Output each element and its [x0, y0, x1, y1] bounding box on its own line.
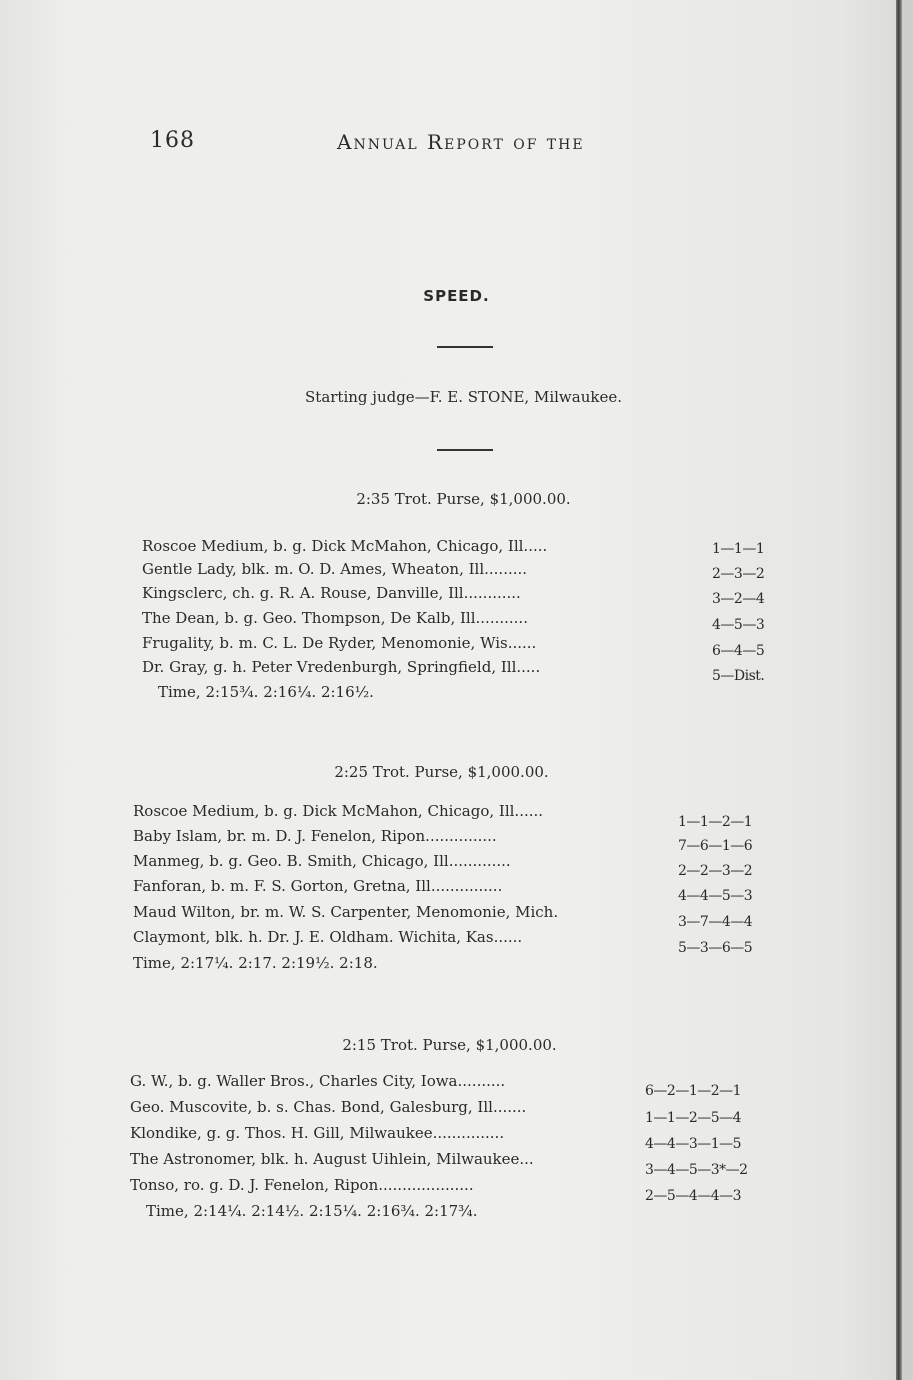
race-time: Time, 2:15¾. 2:16¼. 2:16½. — [158, 683, 374, 701]
heat-results: 2—5—4—4—3 — [645, 1188, 742, 1204]
race-entry: Dr. Gray, g. h. Peter Vredenburgh, Springfield, Ill..... — [142, 658, 541, 676]
race-entry: Roscoe Medium, b. g. Dick McMahon, Chicago, Ill..... — [142, 537, 548, 555]
heat-results: 2—3—2 — [712, 566, 765, 582]
heat-results: 1—1—1 — [712, 541, 765, 557]
heat-results: 3—4—5—3*—2 — [645, 1162, 748, 1178]
section-title: SPEED. — [423, 287, 490, 305]
running-title: Annual Report of the — [337, 130, 585, 154]
page-margin-strip — [902, 0, 913, 1380]
heat-results: 2—2—3—2 — [678, 863, 753, 879]
heat-results: 5—Dist. — [712, 668, 765, 684]
race-entry: Geo. Muscovite, b. s. Chas. Bond, Galesburg, Ill....... — [130, 1098, 527, 1116]
race-entry: Manmeg, b. g. Geo. B. Smith, Chicago, Ill............. — [133, 852, 511, 870]
race-entry: Fanforan, b. m. F. S. Gorton, Gretna, Ill............... — [133, 877, 503, 895]
page-number: 168 — [150, 128, 195, 153]
race-entry: Maud Wilton, br. m. W. S. Carpenter, Menomonie, Mich. — [133, 903, 559, 921]
heat-results: 1—1—2—5—4 — [645, 1110, 742, 1126]
race-entry: The Astronomer, blk. h. August Uihlein, Milwaukee... — [130, 1150, 534, 1168]
race-heading: 2:25 Trot. Purse, $1,000.00. — [334, 763, 549, 781]
race-time: Time, 2:14¼. 2:14½. 2:15¼. 2:16¾. 2:17¾. — [146, 1202, 478, 1220]
heat-results: 3—2—4 — [712, 591, 765, 607]
heat-results: 6—2—1—2—1 — [645, 1083, 742, 1099]
race-heading: 2:15 Trot. Purse, $1,000.00. — [342, 1036, 557, 1054]
race-entry: Frugality, b. m. C. L. De Ryder, Menomonie, Wis...... — [142, 634, 537, 652]
race-entry: Tonso, ro. g. D. J. Fenelon, Ripon.................... — [130, 1176, 474, 1194]
heat-results: 4—5—3 — [712, 617, 765, 633]
heat-results: 4—4—5—3 — [678, 888, 753, 904]
divider-rule — [437, 449, 493, 451]
race-entry: Kingsclerc, ch. g. R. A. Rouse, Danville, Ill............ — [142, 584, 521, 602]
divider-rule — [437, 346, 493, 348]
race-entry: Gentle Lady, blk. m. O. D. Ames, Wheaton, Ill......... — [142, 560, 528, 578]
heat-results: 5—3—6—5 — [678, 940, 753, 956]
race-entry: Claymont, blk. h. Dr. J. E. Oldham. Wichita, Kas...... — [133, 928, 523, 946]
race-entry: Klondike, g. g. Thos. H. Gill, Milwaukee............... — [130, 1124, 505, 1142]
heat-results: 1—1—2—1 — [678, 814, 753, 830]
heat-results: 4—4—3—1—5 — [645, 1136, 742, 1152]
heat-results: 7—6—1—6 — [678, 838, 753, 854]
race-entry: Roscoe Medium, b. g. Dick McMahon, Chicago, Ill...... — [133, 802, 544, 820]
heat-results: 6—4—5 — [712, 643, 765, 659]
race-entry: G. W., b. g. Waller Bros., Charles City, Iowa.......... — [130, 1072, 506, 1090]
race-heading: 2:35 Trot. Purse, $1,000.00. — [356, 490, 571, 508]
starting-judge-line: Starting judge—F. E. STONE, Milwaukee. — [305, 388, 622, 406]
race-time: Time, 2:17¼. 2:17. 2:19½. 2:18. — [133, 954, 378, 972]
race-entry: The Dean, b. g. Geo. Thompson, De Kalb, Ill........... — [142, 609, 528, 627]
race-entry: Baby Islam, br. m. D. J. Fenelon, Ripon............... — [133, 827, 497, 845]
heat-results: 3—7—4—4 — [678, 914, 753, 930]
